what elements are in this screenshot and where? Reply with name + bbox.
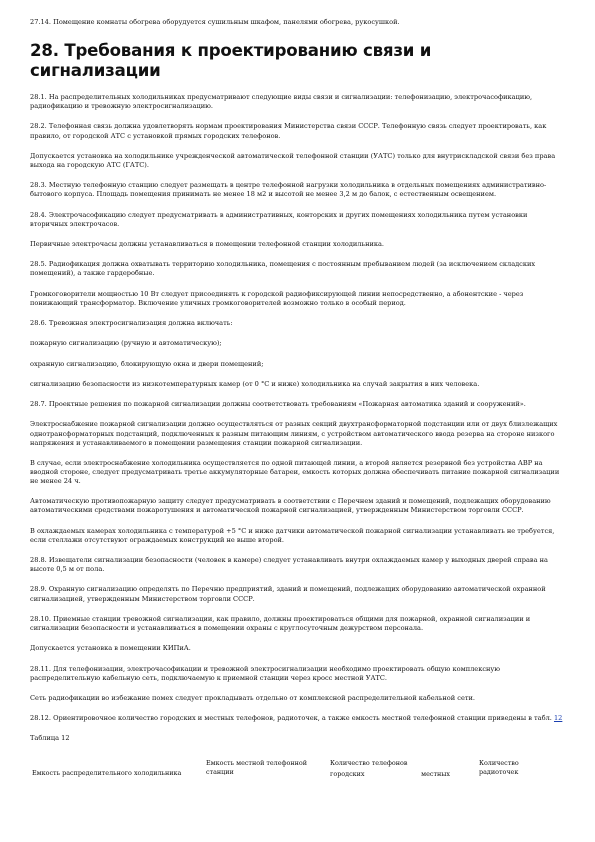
table-12 [30,759,550,778]
paragraph: 28.1. На распределительных холодильниках предусматривают следующие виды связи и сигнализации: телефонизацию, электрочасофикацию, радиофикацию и тревожную электросигнализацию. [30,93,533,111]
paragraph: 28.7. Проектные решения по пожарной сигнализации должны соответствовать требованиям «Пожарная автоматика зданий и сооружений». [30,400,526,409]
paragraph: В охлаждаемых камерах холодильника с температурой +5 °С и ниже датчики автоматической пожарной сигнализации устанавливать не требуется, если стеллажи отсутствуют ограждаемых конструкций не выше второй. [30,526,555,544]
header-phones-sub [330,770,450,778]
paragraph: Сеть радиофикации во избежание помех следует прокладывать отдельно от комплексной распределительной кабельной сети. [30,693,475,702]
paragraph: Громкоговорители мощностью 10 Вт следует присоединять к городской радиофиксирующей линии непосредственно, а абонентские - через понижающий трансформатор. Включение уличных громкоговорителей возможно только в особый период. [30,289,524,307]
section-heading: 28. Требования к проектированию связи и сигнализации [30,41,432,81]
paragraph: 28.11. Для телефонизации, электрочасофикации и тревожной электросигнализации необходимо проектировать общую комплексную распределительную кабельную сеть, подключаемую к приемной станции через кросс местной УАТС. [30,664,501,682]
paragraph: 28.5. Радиофикация должна охватывать территорию холодильника, помещения с постоянным пребыванием людей (за исключением складских помещений), а также гардеробные. [30,260,536,278]
header-phones-title: Количество телефонов [330,759,408,768]
paragraph-list [30,93,565,703]
paragraph: В случае, если электроснабжение холодильника осуществляется по одной питающей линии, а второй является резервной без устройства АВР на вводной стороне, следует предусматривать третье аккумуляторные батареи, емкость которых должна обеспечивать питание пожарной сигнализации не менее 24 ч. [30,458,560,486]
last-paragraph-text: 28.12. Ориентировочное количество городских и местных телефонов, радиоточек, а также емкость местной телефонной станции приведены в табл. [30,714,552,723]
paragraph: Допускается установка в помещении КИПиА. [30,644,191,653]
paragraph: Электроснабжение пожарной сигнализации должно осуществляться от разных секций двухтрансформаторной подстанции или от двух близлежащих однотрансформаторных подстанций, подключенных к разным питающим линиям, с устройством автоматического ввода резерва на стороне низкого напряжения и устанавливаемого в помещении размещения станции пожарной сигнализации. [30,420,558,447]
paragraph: пожарную сигнализацию (ручную и автоматическую); [30,339,222,348]
table-header-row [30,759,550,778]
header-phones-city: городских [330,769,365,778]
last-paragraph [30,714,565,723]
header-capacity: Емкость распределительного холодильника [32,769,182,778]
table-title: Таблица 12 [30,734,70,743]
paragraph: 28.8. Извещатели сигнализации безопасности (человек в камере) следует устанавливать внутри охлаждаемых камер у выходных дверей справа на высоте 0,5 м от пола. [30,556,548,574]
paragraph: 28.3. Местную телефонную станцию следует размещать в центре телефонной нагрузки холодильника в отдельных помещениях административно-бытового корпуса. Площадь помещения принимать не менее 18 м2 и высотой не менее 3,2 м до балок, с естественным освещением. [30,181,547,199]
paragraph: 28.2. Телефонная связь должна удовлетворять нормам проектирования Министерства связи СССР. Телефонную связь следует проектировать, как правило, от городской АТС с установкой прямых городских телефонов. [30,122,547,140]
paragraph: Первичные электрочасы должны устанавливаться в помещении телефонной станции холодильника. [30,239,385,248]
top-line: 27.14. Помещение комнаты обогрева оборудуется сушильным шкафом, панелями обогрева, рукосушкой. [30,18,400,26]
header-radio-points: Количество радиоточек [479,759,519,776]
header-phones [328,759,477,778]
paragraph: 28.10. Приемные станции тревожной сигнализации, как правило, должны проектироваться общими для пожарной, охранной сигнализации и сигнализации безопасности и устанавливаться в помещении охраны с круглосуточным дежурством персонала. [30,614,531,632]
paragraph: 28.6. Тревожная электросигнализация должна включать: [30,319,233,327]
paragraph: 28.4. Электрочасофикацию следует предусматривать в административных, конторских и других помещениях холодильника путем установки вторичных электрочасов. [30,210,528,228]
paragraph: сигнализацию безопасности из низкотемпературных камер (от 0 °С и ниже) холодильника на случай закрытия в них человека. [30,379,480,388]
header-phones-local: местных [421,769,450,778]
paragraph: Автоматическую противопожарную защиту следует предусматривать в соответствии с Перечнем зданий и помещений, подлежащих оборудованию автоматическими средствами пожаротушения и автоматической пожарной сигнализацией, утвержденным Министерством торговли СССР. [30,497,551,515]
table-12-link[interactable]: 12 [553,714,563,723]
paragraph: охранную сигнализацию, блокирующую окна и двери помещений; [30,359,264,368]
paragraph: Допускается установка на холодильнике учрежденческой автоматической телефонной станции (УАТС) только для внутрискладской связи без права выхода на городскую АТС (ГАТС). [30,151,556,169]
paragraph: 28.9. Охранную сигнализацию определять по Перечню предприятий, зданий и помещений, подлежащих оборудованию автоматической охранной сигнализацией, утвержденным Министерством торговли СССР. [30,585,546,603]
header-station-capacity: Емкость местной телефонной станции [206,759,308,776]
